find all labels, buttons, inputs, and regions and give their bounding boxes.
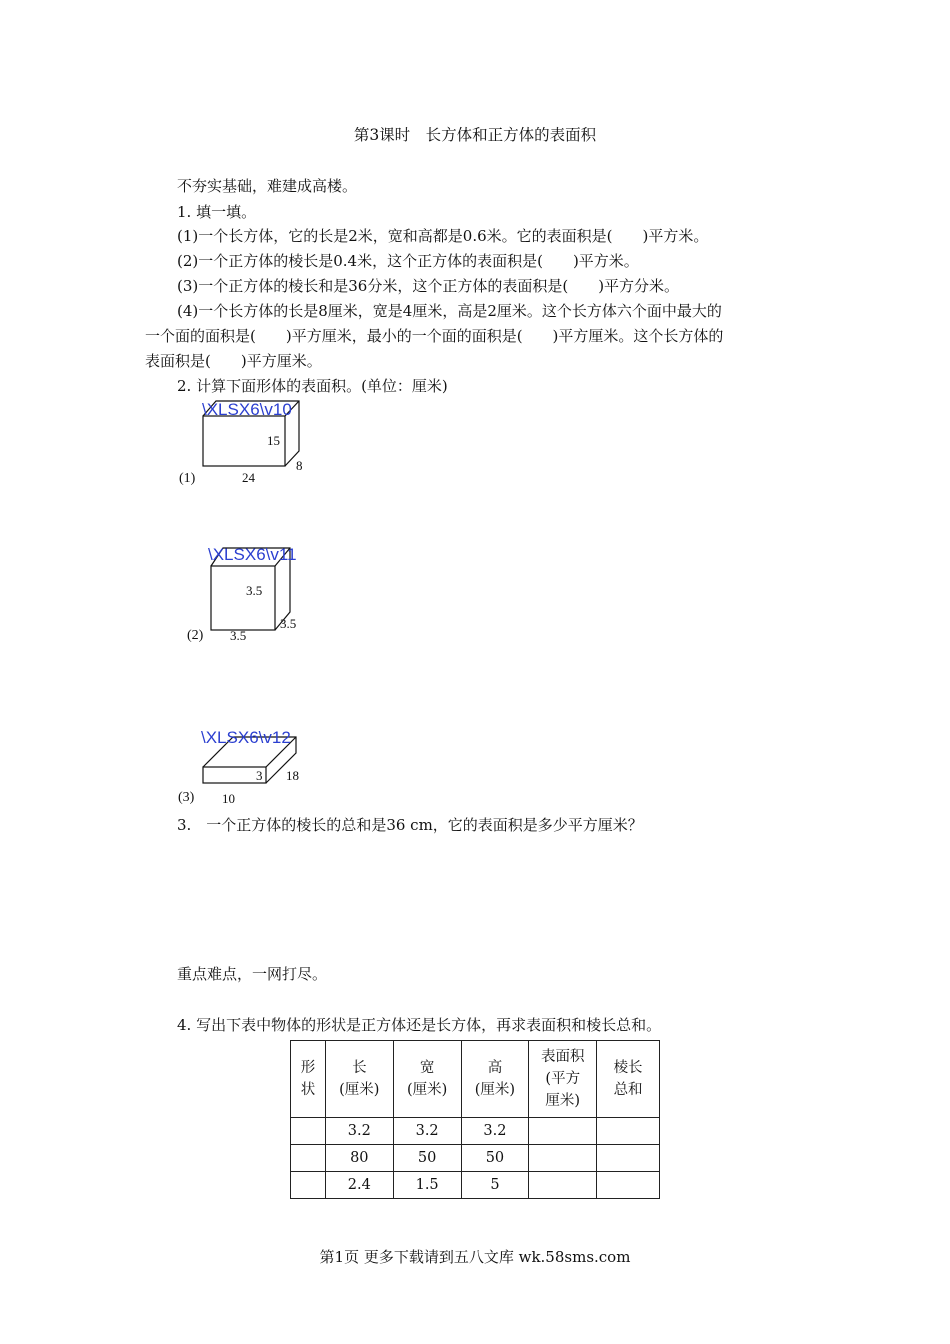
- figure-3-watermark: \XLSX6\v12: [201, 728, 291, 747]
- figure-3-cuboid: [170, 725, 320, 810]
- table-row: [291, 1145, 660, 1172]
- table-cell: 3.2: [461, 1118, 529, 1145]
- figure-3-label: (3): [178, 790, 195, 805]
- section-heading: 重点难点，一网打尽。: [177, 965, 328, 983]
- header-line: 长: [352, 1060, 367, 1076]
- header-line: (平方: [545, 1071, 581, 1087]
- header-line: (厘米): [474, 1082, 516, 1098]
- table-cell[interactable]: [529, 1172, 597, 1199]
- figure-2-height-label: 3.5: [246, 583, 263, 598]
- q1-item-4-line-1: (4)一个长方体的长是8厘米，宽是4厘米，高是2厘米。这个长方体六个面中最大的: [177, 302, 722, 320]
- header-line: 宽: [419, 1060, 435, 1076]
- table-cell: 5: [461, 1172, 529, 1199]
- header-line: 总和: [613, 1082, 643, 1098]
- figure-1-cuboid: [170, 395, 320, 495]
- table-cell: 2.4: [325, 1172, 393, 1199]
- header-line: 高: [487, 1060, 503, 1076]
- page-footer: 第1页 更多下载请到五八文库 wk.58sms.com: [319, 1248, 631, 1266]
- figure-1-label: (1): [179, 471, 196, 486]
- q1-item-4-line-3: 表面积是( )平方厘米。: [145, 352, 322, 370]
- table-cell[interactable]: [291, 1145, 326, 1172]
- q3-text: 3. 一个正方体的棱长的总和是36 cm，它的表面积是多少平方厘米？: [177, 816, 643, 834]
- q1-item-3: (3)一个正方体的棱长和是36分米，这个正方体的表面积是( )平方分米。: [177, 277, 680, 295]
- table-cell[interactable]: [291, 1118, 326, 1145]
- table-cell[interactable]: [291, 1172, 326, 1199]
- figure-3-height-label: 3: [256, 768, 263, 783]
- table-row: [291, 1118, 660, 1145]
- figure-2-length-label: 3.5: [230, 628, 247, 643]
- table-cell: 3.2: [393, 1118, 461, 1145]
- figure-2-label: (2): [187, 628, 204, 643]
- header-height: [461, 1041, 529, 1118]
- figure-1-length-label: 24: [242, 470, 255, 485]
- header-length: [325, 1041, 393, 1118]
- header-width: [393, 1041, 461, 1118]
- header-line: 状: [300, 1082, 316, 1098]
- figure-1-height-label: 15: [267, 433, 280, 448]
- header-surface-area: [529, 1041, 597, 1118]
- q1-item-2: (2)一个正方体的棱长是0.4米，这个正方体的表面积是( )平方米。: [177, 252, 639, 270]
- figure-1-width-label: 8: [296, 458, 303, 473]
- header-line: 厘米): [545, 1093, 581, 1109]
- table-cell: 50: [393, 1145, 461, 1172]
- table-cell[interactable]: [597, 1118, 660, 1145]
- header-line: 形: [300, 1060, 316, 1076]
- table-cell: 50: [461, 1145, 529, 1172]
- q1-item-4-line-2: 一个面的面积是( )平方厘米，最小的一个面的面积是( )平方厘米。这个长方体的: [145, 327, 724, 345]
- figure-3-width-label: 18: [286, 768, 299, 783]
- figure-2-watermark: \XLSX6\v11: [208, 545, 297, 564]
- q1-item-1: (1)一个长方体，它的长是2米，宽和高都是0.6米。它的表面积是( )平方米。: [177, 227, 709, 245]
- page-title: 第3课时 长方体和正方体的表面积: [353, 126, 597, 144]
- figure-1-watermark: \XLSX6\v10: [202, 400, 292, 419]
- table-cell[interactable]: [597, 1145, 660, 1172]
- q1-heading: 1. 填一填。: [177, 203, 257, 221]
- table-row: [291, 1172, 660, 1199]
- header-edge-sum: [597, 1041, 660, 1118]
- figure-3-length-label: 10: [222, 791, 235, 806]
- q4-heading: 4. 写出下表中物体的形状是正方体还是长方体，再求表面积和棱长总和。: [177, 1016, 662, 1034]
- header-line: 棱长: [613, 1060, 643, 1076]
- figure-2-width-label: 3.5: [280, 616, 297, 631]
- header-line: (厘米): [339, 1082, 380, 1098]
- q4-table: [290, 1040, 660, 1199]
- intro-text: 不夯实基础，难建成高楼。: [177, 177, 358, 195]
- table-cell: 3.2: [325, 1118, 393, 1145]
- header-line: (厘米): [406, 1082, 448, 1098]
- table-cell[interactable]: [529, 1145, 597, 1172]
- header-shape: [291, 1041, 326, 1118]
- header-line: 表面积: [540, 1049, 585, 1065]
- table-header-row: [291, 1041, 660, 1118]
- table-cell[interactable]: [597, 1172, 660, 1199]
- table-body: [291, 1118, 660, 1199]
- table-cell[interactable]: [529, 1118, 597, 1145]
- q2-heading: 2. 计算下面形体的表面积。(单位：厘米): [177, 377, 448, 395]
- table-cell: 80: [325, 1145, 393, 1172]
- figure-2-cube: [180, 540, 320, 650]
- figure-2-front-face: [211, 566, 275, 630]
- table-cell: 1.5: [393, 1172, 461, 1199]
